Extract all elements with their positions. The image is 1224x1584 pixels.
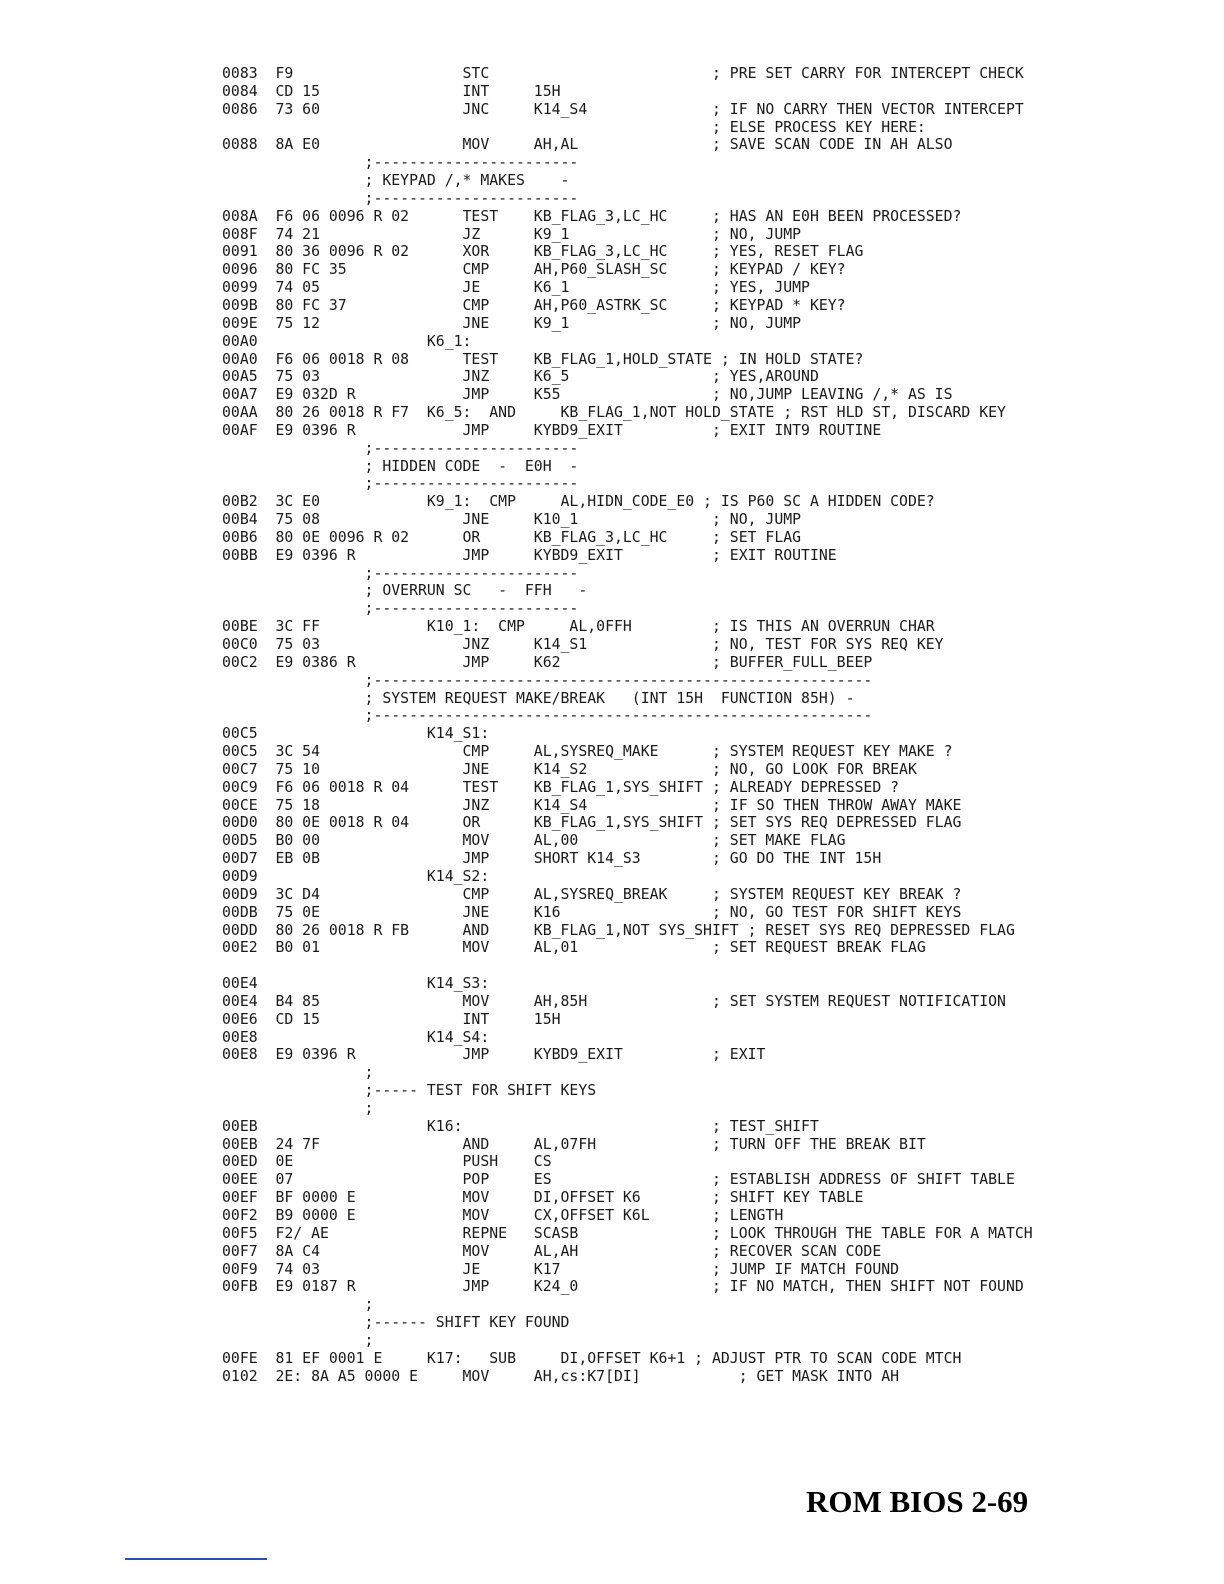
listing-line: 00F5 F2/ AE REPNE SCASB ; LOOK THROUGH THE TABLE FOR A MATCH <box>222 1224 1033 1242</box>
listing-line: 00B4 75 08 JNE K10_1 ; NO, JUMP <box>222 511 802 529</box>
listing-line: 00BB E9 0396 R JMP KYBD9_EXIT ; EXIT ROUTINE <box>222 546 837 564</box>
listing-line: ;----------------------- <box>222 600 579 618</box>
listing-line: 00E8 E9 0396 R JMP KYBD9_EXIT ; EXIT <box>222 1046 766 1064</box>
listing-line: 00FE 81 EF 0001 E K17: SUB DI,OFFSET K6+1 ; ADJUST PTR TO SCAN CODE MTCH <box>222 1349 962 1367</box>
listing-line: 00C7 75 10 JNE K14_S2 ; NO, GO LOOK FOR BREAK <box>222 760 917 778</box>
listing-line: ;----------------------- <box>222 189 579 207</box>
listing-line: 00AF E9 0396 R JMP KYBD9_EXIT ; EXIT INT9 ROUTINE <box>222 421 882 439</box>
listing-line: 00C5 3C 54 CMP AL,SYSREQ_MAKE ; SYSTEM REQUEST KEY MAKE ? <box>222 743 953 761</box>
listing-line: 00F7 8A C4 MOV AL,AH ; RECOVER SCAN CODE <box>222 1242 882 1260</box>
listing-line: 00E6 CD 15 INT 15H <box>222 1010 561 1028</box>
listing-line: 00A5 75 03 JNZ K6_5 ; YES,AROUND <box>222 368 819 386</box>
listing-line: ; ELSE PROCESS KEY HERE: <box>222 118 926 136</box>
listing-line: 0091 80 36 0096 R 02 XOR KB_FLAG_3,LC_HC ; YES, RESET FLAG <box>222 243 864 261</box>
footer-rule <box>125 1558 267 1560</box>
listing-line: 0088 8A E0 MOV AH,AL ; SAVE SCAN CODE IN AH ALSO <box>222 136 953 154</box>
listing-line: 00D0 80 0E 0018 R 04 OR KB_FLAG_1,SYS_SHIFT ; SET SYS REQ DEPRESSED FLAG <box>222 814 962 832</box>
listing-line: 00FB E9 0187 R JMP K24_0 ; IF NO MATCH, THEN SHIFT NOT FOUND <box>222 1278 1024 1296</box>
listing-line: 00F2 B9 0000 E MOV CX,OFFSET K6L ; LENGTH <box>222 1207 784 1224</box>
listing-line: 00AA 80 26 0018 R F7 K6_5: AND KB_FLAG_1,NOT HOLD_STATE ; RST HLD ST, DISCARD KEY <box>222 404 1006 422</box>
listing-line: 00CE 75 18 JNZ K14_S4 ; IF SO THEN THROW AWAY MAKE <box>222 796 962 814</box>
listing-line: 0102 2E: 8A A5 0000 E MOV AH,cs:K7[DI] ; GET MASK INTO AH <box>222 1367 900 1385</box>
listing-line: 0099 74 05 JE K6_1 ; YES, JUMP <box>222 279 810 297</box>
listing-line: 0096 80 FC 35 CMP AH,P60_SLASH_SC ; KEYPAD / KEY? <box>222 261 846 279</box>
listing-line: ; <box>222 1331 374 1349</box>
listing-line: 009E 75 12 JNE K9_1 ; NO, JUMP <box>222 314 802 332</box>
listing-line: ; KEYPAD /,* MAKES - <box>222 172 570 190</box>
listing-line: ; <box>222 1296 374 1314</box>
listing-line: 00E4 B4 85 MOV AH,85H ; SET SYSTEM REQUEST NOTIFICATION <box>222 992 1006 1010</box>
listing-line: 008A F6 06 0096 R 02 TEST KB_FLAG_3,LC_HC ; HAS AN E0H BEEN PROCESSED? <box>222 207 962 225</box>
listing-line: 00C5 K14_S1: <box>222 725 490 743</box>
listing-line: 00C2 E9 0386 R JMP K62 ; BUFFER_FULL_BEEP <box>222 653 873 671</box>
listing-line: 00D7 EB 0B JMP SHORT K14_S3 ; GO DO THE INT 15H <box>222 850 882 868</box>
listing-line: 00E4 K14_S3: <box>222 975 490 993</box>
listing-line: 00A0 K6_1: <box>222 332 472 350</box>
listing-line: 00E8 K14_S4: <box>222 1028 490 1046</box>
listing-line: 0083 F9 STC ; PRE SET CARRY FOR INTERCEPT CHECK <box>222 65 1024 82</box>
listing-line: 00B2 3C E0 K9_1: CMP AL,HIDN_CODE_E0 ; IS P60 SC A HIDDEN CODE? <box>222 493 935 511</box>
listing-line: 008F 74 21 JZ K9_1 ; NO, JUMP <box>222 225 802 243</box>
listing-line: ;----------------------- <box>222 475 579 493</box>
assembly-listing <box>222 65 1062 1385</box>
listing-line: 00D5 B0 00 MOV AL,00 ; SET MAKE FLAG <box>222 832 846 850</box>
listing-line: 00EF BF 0000 E MOV DI,OFFSET K6 ; SHIFT KEY TABLE <box>222 1189 864 1207</box>
listing-line: ;-------------------------------------------------------- <box>222 671 873 689</box>
listing-line: 00DD 80 26 0018 R FB AND KB_FLAG_1,NOT SYS_SHIFT ; RESET SYS REQ DEPRESSED FLAG <box>222 921 1015 939</box>
listing-line: 00C9 F6 06 0018 R 04 TEST KB_FLAG_1,SYS_SHIFT ; ALREADY DEPRESSED ? <box>222 778 900 796</box>
listing-line: 00E2 B0 01 MOV AL,01 ; SET REQUEST BREAK FLAG <box>222 939 926 957</box>
listing-line: 00DB 75 0E JNE K16 ; NO, GO TEST FOR SHIFT KEYS <box>222 903 962 921</box>
listing-line: 00BE 3C FF K10_1: CMP AL,0FFH ; IS THIS AN OVERRUN CHAR <box>222 618 935 636</box>
listing-line: 00A7 E9 032D R JMP K55 ; NO,JUMP LEAVING /,* AS IS <box>222 386 953 404</box>
listing-line: 00EB 24 7F AND AL,07FH ; TURN OFF THE BREAK BIT <box>222 1135 926 1153</box>
listing-line: 00D9 3C D4 CMP AL,SYSREQ_BREAK ; SYSTEM REQUEST KEY BREAK ? <box>222 885 962 903</box>
listing-line: 0084 CD 15 INT 15H <box>222 82 561 100</box>
listing-line <box>222 957 1062 975</box>
listing-line: ;----------------------- <box>222 564 579 582</box>
listing-line: 00C0 75 03 JNZ K14_S1 ; NO, TEST FOR SYS REQ KEY <box>222 636 944 653</box>
listing-line: ;----- TEST FOR SHIFT KEYS <box>222 1082 597 1100</box>
listing-line: ;----------------------- <box>222 154 579 172</box>
listing-line: ; SYSTEM REQUEST MAKE/BREAK (INT 15H FUNCTION 85H) - <box>222 689 855 707</box>
listing-line: 00ED 0E PUSH CS <box>222 1153 552 1171</box>
listing-line: ; <box>222 1064 374 1082</box>
listing-line: ;-------------------------------------------------------- <box>222 707 873 725</box>
listing-line: 00D9 K14_S2: <box>222 867 490 885</box>
listing-line: 00F9 74 03 JE K17 ; JUMP IF MATCH FOUND <box>222 1260 900 1278</box>
listing-line: 0086 73 60 JNC K14_S4 ; IF NO CARRY THEN VECTOR INTERCEPT <box>222 100 1024 118</box>
listing-line: ;------ SHIFT KEY FOUND <box>222 1314 570 1332</box>
listing-line: 00B6 80 0E 0096 R 02 OR KB_FLAG_3,LC_HC ; SET FLAG <box>222 528 802 546</box>
listing-line: ;----------------------- <box>222 439 579 457</box>
listing-line: 00EB K16: ; TEST_SHIFT <box>222 1117 819 1135</box>
page-footer-label: ROM BIOS 2-69 <box>806 1484 1029 1519</box>
listing-line: 00EE 07 POP ES ; ESTABLISH ADDRESS OF SHIFT TABLE <box>222 1171 1015 1189</box>
listing-line: ; OVERRUN SC - FFH - <box>222 582 588 600</box>
listing-line: ; HIDDEN CODE - E0H - <box>222 457 579 475</box>
listing-line: 00A0 F6 06 0018 R 08 TEST KB_FLAG_1,HOLD_STATE ; IN HOLD STATE? <box>222 350 864 368</box>
listing-line: ; <box>222 1099 374 1117</box>
listing-line: 009B 80 FC 37 CMP AH,P60_ASTRK_SC ; KEYPAD * KEY? <box>222 296 846 314</box>
